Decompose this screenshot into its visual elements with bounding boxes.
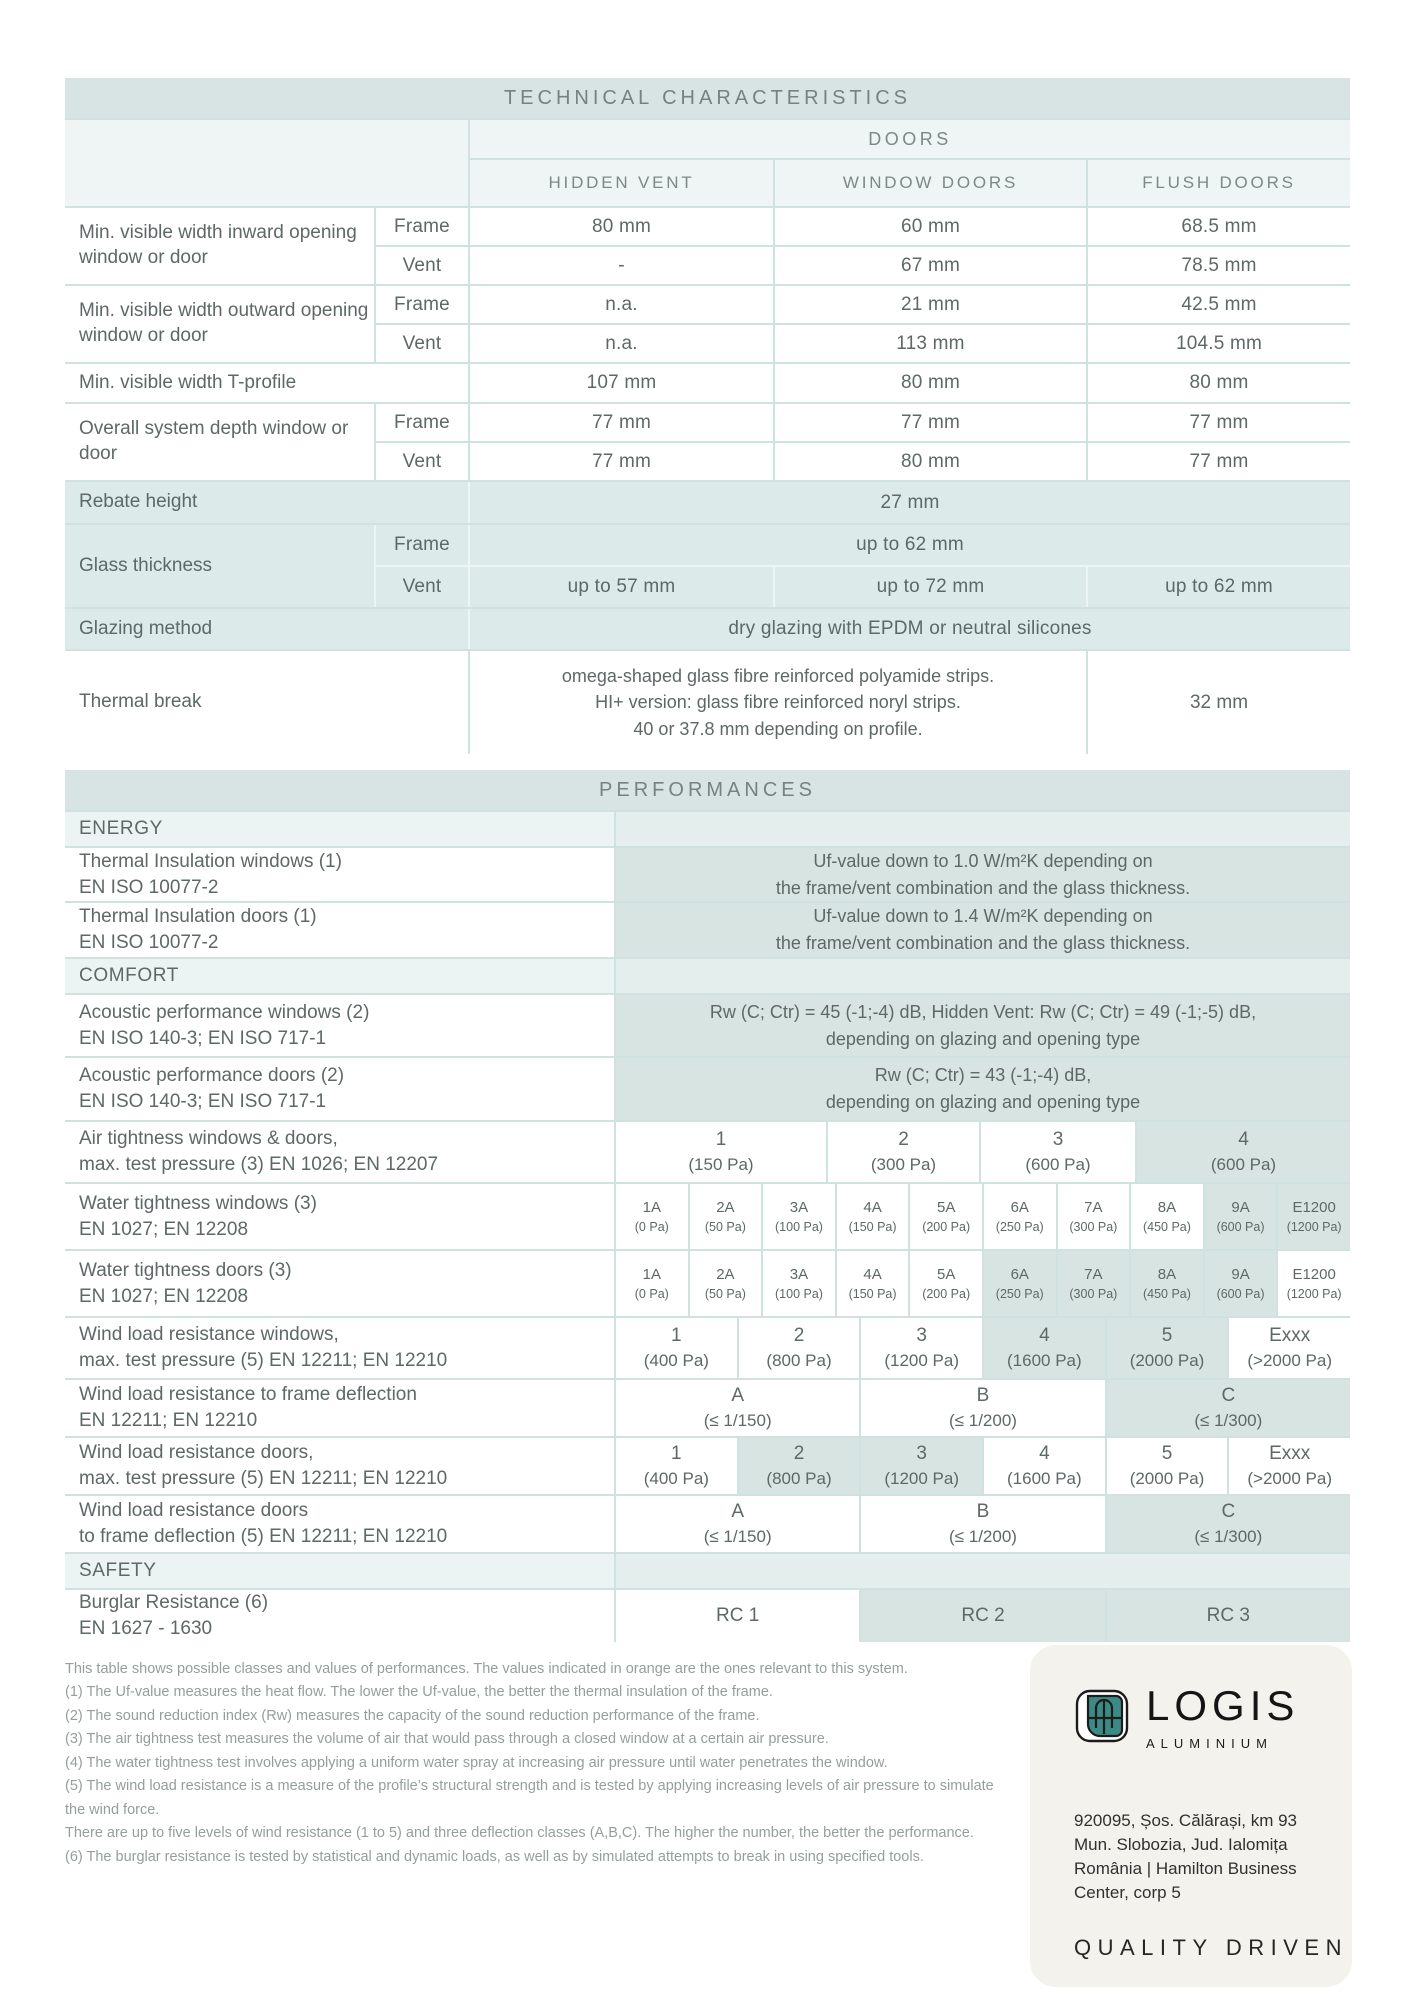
class-cell: 4 (1600 Pa): [984, 1438, 1105, 1494]
class-strip: [616, 1318, 1350, 1378]
class-cell: RC 2: [861, 1590, 1104, 1642]
value-cell: 77 mm: [470, 443, 773, 480]
class-cell: 6A (250 Pa): [984, 1184, 1056, 1249]
row-water-tightness-doors: [65, 1251, 1350, 1316]
value-cell: up to 62 mm: [1088, 567, 1350, 607]
value-cell: -: [470, 247, 773, 284]
row-label: Burglar Resistance (6) EN 1627 - 1630: [65, 1590, 614, 1642]
row-glass-thickness: [65, 525, 1350, 607]
value-cell: Rw (C; Ctr) = 43 (-1;-4) dB, depending on glazing and opening type: [616, 1058, 1350, 1120]
row-label: Min. visible width inward opening window or door: [65, 208, 374, 284]
class-strip: [616, 1380, 1350, 1436]
value-cell: 77 mm: [775, 404, 1086, 441]
class-cell: 7A (300 Pa): [1058, 1184, 1130, 1249]
class-cell: 2A (50 Pa): [690, 1251, 762, 1316]
value-cell: 80 mm: [775, 364, 1086, 402]
column-header-window-doors: WINDOW DOORS: [775, 160, 1086, 206]
value-cell: 27 mm: [470, 482, 1350, 523]
section-safety: [65, 1554, 1350, 1588]
class-strip: [616, 1251, 1350, 1316]
row-label: Water tightness doors (3) EN 1027; EN 12208: [65, 1251, 614, 1316]
value-cell: n.a.: [470, 286, 773, 323]
sub-label-vent: Vent: [376, 325, 468, 362]
vent-subrow: [376, 247, 1350, 284]
row-label: Thermal Insulation doors (1) EN ISO 10077-2: [65, 903, 614, 957]
row-label: Air tightness windows & doors, max. test pressure (3) EN 1026; EN 12207: [65, 1122, 614, 1182]
brand-subtitle: ALUMINIUM: [1146, 1736, 1273, 1751]
section-filler: [616, 959, 1350, 993]
sub-label-frame: Frame: [376, 404, 468, 441]
sub-label-vent: Vent: [376, 247, 468, 284]
footnote-line: This table shows possible classes and values of performances. The values indicated in orange are the ones relevant to this system.: [65, 1661, 908, 1677]
row-values: [376, 404, 1350, 480]
sub-label-vent: Vent: [376, 567, 468, 607]
frame-subrow: [376, 208, 1350, 245]
frame-subrow: [376, 525, 1350, 565]
thermal-break-line: 40 or 37.8 mm depending on profile.: [633, 718, 923, 739]
row-label: Wind load resistance to frame deflection EN 12211; EN 12210: [65, 1380, 614, 1436]
row-label: Overall system depth window or door: [65, 404, 374, 480]
class-cell: 2 (800 Pa): [739, 1318, 860, 1378]
class-cell: 4A (150 Pa): [837, 1251, 909, 1316]
table-title: PERFORMANCES: [65, 770, 1350, 810]
row-wind-load-doors: [65, 1438, 1350, 1494]
vent-subrow: [376, 567, 1350, 607]
value-cell: 77 mm: [470, 404, 773, 441]
brand-card: [1030, 1645, 1352, 1987]
footnote-line: (6) The burglar resistance is tested by statistical and dynamic loads, as well as by simulated attempts to break in using specified tools.: [65, 1848, 924, 1865]
thermal-break-line: HI+ version: glass fibre reinforced noryl strips.: [595, 692, 961, 713]
table-header: [65, 120, 1350, 206]
class-cell: A (≤ 1/150): [616, 1496, 859, 1552]
row-water-tightness-windows: [65, 1184, 1350, 1249]
row-label: Acoustic performance doors (2) EN ISO 140-3; EN ISO 717-1: [65, 1058, 614, 1120]
row-label: Thermal Insulation windows (1) EN ISO 10077-2: [65, 848, 614, 901]
class-cell: C (≤ 1/300): [1107, 1496, 1350, 1552]
class-cell: 2 (300 Pa): [828, 1122, 979, 1182]
class-cell: E1200 (1200 Pa): [1278, 1251, 1350, 1316]
frame-subrow: [376, 404, 1350, 441]
row-acoustic-windows: [65, 995, 1350, 1056]
class-cell: Exxx (>2000 Pa): [1229, 1438, 1350, 1494]
row-label: Wind load resistance doors to frame deflection (5) EN 12211; EN 12210: [65, 1496, 614, 1552]
class-strip: [616, 1122, 1350, 1182]
class-strip: [616, 1590, 1350, 1642]
class-cell: 3 (600 Pa): [981, 1122, 1135, 1182]
sub-label-frame: Frame: [376, 525, 468, 565]
section-filler: [616, 812, 1350, 846]
class-cell: 7A (300 Pa): [1058, 1251, 1130, 1316]
value-cell: 42.5 mm: [1088, 286, 1350, 323]
row-label: Glass thickness: [65, 525, 374, 607]
technical-characteristics-table: [65, 78, 1350, 754]
footnote-line: (1) The Uf-value measures the heat flow. The lower the Uf-value, the better the thermal insulation of the frame.: [65, 1684, 773, 1701]
value-cell: 77 mm: [1088, 443, 1350, 480]
class-cell: Exxx (>2000 Pa): [1229, 1318, 1350, 1378]
class-cell: 4 (600 Pa): [1137, 1122, 1350, 1182]
sub-label-frame: Frame: [376, 208, 468, 245]
row-thermal-insulation-windows: [65, 848, 1350, 901]
row-thermal-break: [65, 651, 1350, 754]
class-cell: 4A (150 Pa): [837, 1184, 909, 1249]
sub-label-vent: Vent: [376, 443, 468, 480]
value-cell: 32 mm: [1088, 651, 1350, 754]
footnote-line: (4) The water tightness test involves applying a uniform water spray at increasing air pressure until water penetrates the window.: [65, 1754, 888, 1771]
class-cell: 5A (200 Pa): [910, 1251, 982, 1316]
class-cell: RC 1: [616, 1590, 859, 1642]
class-cell: 2 (800 Pa): [739, 1438, 860, 1494]
value-cell: 107 mm: [470, 364, 773, 402]
class-cell: 1A (0 Pa): [616, 1184, 688, 1249]
brand-tagline: QUALITY DRIVEN: [1074, 1935, 1348, 1960]
brand-name: LOGIS: [1146, 1682, 1300, 1729]
row-label: Wind load resistance windows, max. test pressure (5) EN 12211; EN 12210: [65, 1318, 614, 1378]
row-frame-deflection: [65, 1380, 1350, 1436]
class-cell: 3 (1200 Pa): [861, 1438, 982, 1494]
class-cell: 5A (200 Pa): [910, 1184, 982, 1249]
class-cell: RC 3: [1107, 1590, 1350, 1642]
row-label: Acoustic performance windows (2) EN ISO 140-3; EN ISO 717-1: [65, 995, 614, 1056]
class-cell: 9A (600 Pa): [1205, 1184, 1277, 1249]
row-air-tightness: [65, 1122, 1350, 1182]
value-cell: up to 57 mm: [470, 567, 773, 607]
row-wind-load-windows: [65, 1318, 1350, 1378]
class-strip: [616, 1496, 1350, 1552]
class-cell: B (≤ 1/200): [861, 1496, 1104, 1552]
value-cell: 113 mm: [775, 325, 1086, 362]
class-cell: 8A (450 Pa): [1131, 1184, 1203, 1249]
row-glazing-method: [65, 609, 1350, 649]
row-system-depth: [65, 404, 1350, 480]
value-cell: 60 mm: [775, 208, 1086, 245]
logis-window-icon: [1074, 1688, 1130, 1749]
class-cell: E1200 (1200 Pa): [1278, 1184, 1350, 1249]
row-acoustic-doors: [65, 1058, 1350, 1120]
class-cell: 5 (2000 Pa): [1107, 1438, 1228, 1494]
footnotes: [65, 1658, 1005, 1869]
class-cell: 3 (1200 Pa): [861, 1318, 982, 1378]
class-cell: 9A (600 Pa): [1205, 1251, 1277, 1316]
row-rebate-height: [65, 482, 1350, 523]
section-label: COMFORT: [65, 959, 614, 993]
thermal-break-line: omega-shaped glass fibre reinforced polyamide strips.: [561, 666, 995, 687]
section-filler: [616, 1554, 1350, 1588]
section-energy: [65, 812, 1350, 846]
row-burglar-resistance: [65, 1590, 1350, 1642]
section-comfort: [65, 959, 1350, 993]
value-cell: 80 mm: [1088, 364, 1350, 402]
value-cell: 104.5 mm: [1088, 325, 1350, 362]
row-label: Rebate height: [65, 482, 468, 523]
column-header-hidden-vent: HIDDEN VENT: [470, 160, 773, 206]
section-label: ENERGY: [65, 812, 614, 846]
row-label: Water tightness windows (3) EN 1027; EN 12208: [65, 1184, 614, 1249]
column-header-flush-doors: FLUSH DOORS: [1088, 160, 1350, 206]
address-line: Mun. Slobozia, Jud. Ialomița: [1074, 1835, 1288, 1855]
value-cell: 77 mm: [1088, 404, 1350, 441]
class-strip: [616, 1438, 1350, 1494]
table-title: TECHNICAL CHARACTERISTICS: [65, 78, 1350, 118]
class-cell: 1A (0 Pa): [616, 1251, 688, 1316]
footnote-line: (3) The air tightness test measures the volume of air that would pass through a closed window at a certain air pressure.: [65, 1731, 829, 1748]
vent-subrow: [376, 325, 1350, 362]
class-cell: C (≤ 1/300): [1107, 1380, 1350, 1436]
brand-address: [1074, 1809, 1318, 1906]
class-cell: 3A (100 Pa): [763, 1251, 835, 1316]
row-label: Min. visible width outward opening window or door: [65, 286, 374, 362]
value-cell: 78.5 mm: [1088, 247, 1350, 284]
value-cell: up to 72 mm: [775, 567, 1086, 607]
row-values: [376, 208, 1350, 284]
class-cell: 1 (400 Pa): [616, 1438, 737, 1494]
row-thermal-insulation-doors: [65, 903, 1350, 957]
class-cell: 6A (250 Pa): [984, 1251, 1056, 1316]
value-cell: Uf-value down to 1.4 W/m²K depending on the frame/vent combination and the glass thickness.: [616, 903, 1350, 957]
section-label: SAFETY: [65, 1554, 614, 1588]
logo: [1074, 1682, 1318, 1751]
value-cell: 67 mm: [775, 247, 1086, 284]
value-cell: up to 62 mm: [470, 525, 1350, 565]
sub-label-frame: Frame: [376, 286, 468, 323]
value-cell: 21 mm: [775, 286, 1086, 323]
class-cell: 1 (150 Pa): [616, 1122, 826, 1182]
value-cell: n.a.: [470, 325, 773, 362]
value-cell: dry glazing with EPDM or neutral silicones: [470, 609, 1350, 649]
performances-table: [65, 770, 1350, 1642]
value-cell: 68.5 mm: [1088, 208, 1350, 245]
row-label: Wind load resistance doors, max. test pressure (5) EN 12211; EN 12210: [65, 1438, 614, 1494]
footnote-line: There are up to five levels of wind resistance (1 to 5) and three deflection classes (A,B,C). The higher the number, the better the performance.: [65, 1825, 974, 1842]
row-label: Thermal break: [65, 651, 468, 754]
column-headers: [470, 160, 1350, 206]
row-min-width-outward: [65, 286, 1350, 362]
row-values: [376, 525, 1350, 607]
class-cell: A (≤ 1/150): [616, 1380, 859, 1436]
value-cell: Uf-value down to 1.0 W/m²K depending on the frame/vent combination and the glass thickness.: [616, 848, 1350, 901]
row-t-profile: [65, 364, 1350, 402]
thermal-break-description: [470, 651, 1086, 754]
vent-subrow: [376, 443, 1350, 480]
value-cell: 80 mm: [775, 443, 1086, 480]
class-cell: B (≤ 1/200): [861, 1380, 1104, 1436]
class-strip: [616, 1184, 1350, 1249]
address-line: 920095, Șos. Călărași, km 93: [1074, 1811, 1298, 1830]
class-cell: 8A (450 Pa): [1131, 1251, 1203, 1316]
row-doors-deflection: [65, 1496, 1350, 1552]
address-line: România | Hamilton Business: [1074, 1859, 1297, 1879]
header-right: [470, 120, 1350, 206]
footnote-line: (2) The sound reduction index (Rw) measures the capacity of the sound reduction performance of the frame.: [65, 1707, 760, 1724]
address-line: Center, corp 5: [1074, 1883, 1181, 1903]
class-cell: 2A (50 Pa): [690, 1184, 762, 1249]
logo-wordmark: [1146, 1682, 1300, 1751]
class-cell: 1 (400 Pa): [616, 1318, 737, 1378]
frame-subrow: [376, 286, 1350, 323]
row-min-width-inward: [65, 208, 1350, 284]
row-label: Min. visible width T-profile: [65, 364, 468, 402]
header-corner-cell: [65, 120, 468, 206]
class-cell: 3A (100 Pa): [763, 1184, 835, 1249]
doors-group-header: DOORS: [470, 120, 1350, 158]
footnote-line: (5) The wind load resistance is a measure of the profile’s structural strength and is tested by applying increasing levels of air pressure to simulate the wind force.: [65, 1778, 994, 1818]
class-cell: 5 (2000 Pa): [1107, 1318, 1228, 1378]
row-label: Glazing method: [65, 609, 468, 649]
class-cell: 4 (1600 Pa): [984, 1318, 1105, 1378]
row-values: [376, 286, 1350, 362]
value-cell: Rw (C; Ctr) = 45 (-1;-4) dB, Hidden Vent: Rw (C; Ctr) = 49 (-1;-5) dB, depending on glazing and opening type: [616, 995, 1350, 1056]
value-cell: 80 mm: [470, 208, 773, 245]
